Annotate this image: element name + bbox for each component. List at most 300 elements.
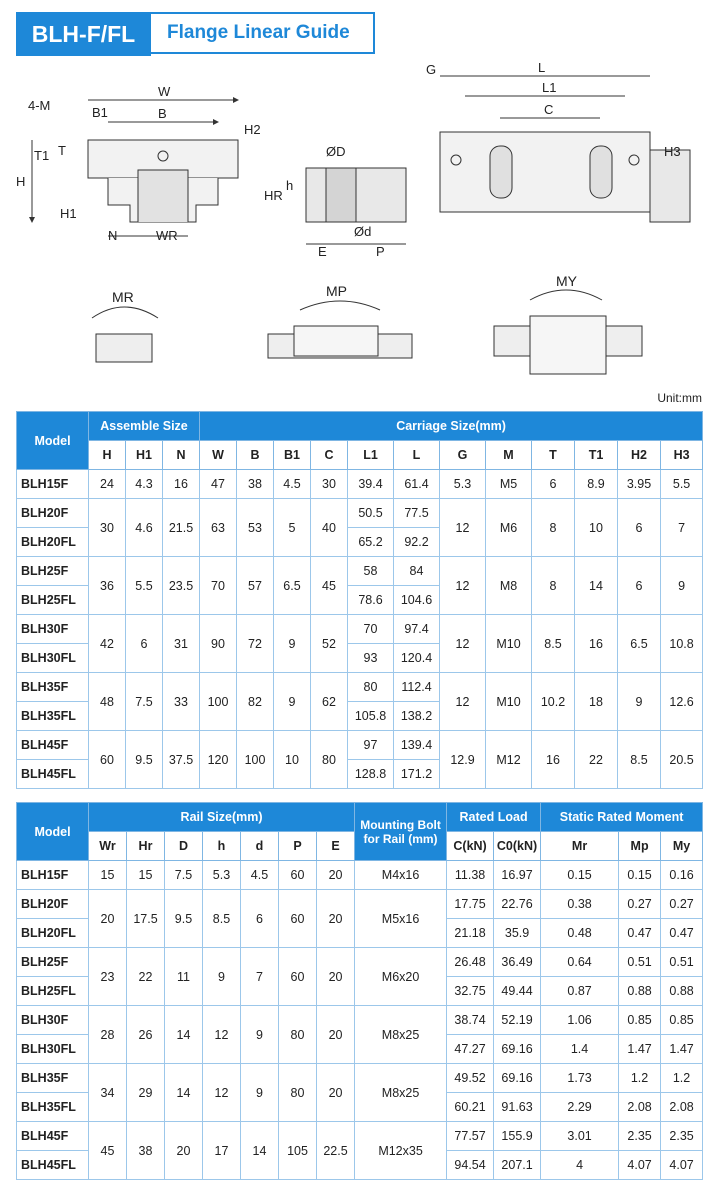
col-b: B xyxy=(237,441,274,470)
table-row xyxy=(17,861,703,890)
label-l1: L1 xyxy=(542,80,557,95)
cell-d: 20 xyxy=(165,1122,203,1180)
rail-load-table xyxy=(16,802,703,1180)
model-cell: BLH35F xyxy=(17,673,89,702)
col-d: d xyxy=(241,832,279,861)
model-cell: BLH35FL xyxy=(17,702,89,731)
cell-h: 5.3 xyxy=(203,861,241,890)
cell-t: 8.5 xyxy=(532,615,575,673)
cell-h1: 7.5 xyxy=(126,673,163,731)
cell-c: 62 xyxy=(311,673,348,731)
cell-c: 60.21 xyxy=(447,1093,494,1122)
cell-d: 6 xyxy=(241,890,279,948)
cell-c: 94.54 xyxy=(447,1151,494,1180)
cell-m: M10 xyxy=(486,615,532,673)
group-assemble-size: Assemble Size xyxy=(89,412,200,441)
col-t1: T1 xyxy=(575,441,618,470)
col-h1: H1 xyxy=(126,441,163,470)
cell-hr: 17.5 xyxy=(127,890,165,948)
cell-m: M8 xyxy=(486,557,532,615)
cell-my: 2.08 xyxy=(661,1093,703,1122)
cell-n: 16 xyxy=(163,470,200,499)
col-h: h xyxy=(203,832,241,861)
cell-b: 72 xyxy=(237,615,274,673)
cell-wr: 23 xyxy=(89,948,127,1006)
cell-g: 12 xyxy=(440,615,486,673)
cell-e: 20 xyxy=(317,948,355,1006)
cell-c: 17.75 xyxy=(447,890,494,919)
col-model: Model xyxy=(17,412,89,470)
cell-c: 40 xyxy=(311,499,348,557)
cell-mp: 0.27 xyxy=(619,890,661,919)
cell-c0: 35.9 xyxy=(494,919,541,948)
cell-h3: 20.5 xyxy=(661,731,703,789)
cell-h2: 8.5 xyxy=(618,731,661,789)
cell-n: 23.5 xyxy=(163,557,200,615)
cell-p: 80 xyxy=(279,1006,317,1064)
cell-mp: 0.47 xyxy=(619,919,661,948)
cell-l1: 97 xyxy=(348,731,394,760)
cell-mr: 4 xyxy=(541,1151,619,1180)
cell-mr: 3.01 xyxy=(541,1122,619,1151)
model-cell: BLH45FL xyxy=(17,760,89,789)
group-static-moment: Static Rated Moment xyxy=(541,803,703,832)
cell-l1: 80 xyxy=(348,673,394,702)
cell-t1: 10 xyxy=(575,499,618,557)
cell-c: 77.57 xyxy=(447,1122,494,1151)
cell-l: 104.6 xyxy=(394,586,440,615)
model-cell: BLH30F xyxy=(17,615,89,644)
cell-l1: 50.5 xyxy=(348,499,394,528)
col-e: E xyxy=(317,832,355,861)
cell-e: 20 xyxy=(317,1064,355,1122)
model-cell: BLH25FL xyxy=(17,586,89,615)
model-cell: BLH30FL xyxy=(17,644,89,673)
cell-bolt: M8x25 xyxy=(355,1064,447,1122)
cell-hr: 26 xyxy=(127,1006,165,1064)
cell-c: 49.52 xyxy=(447,1064,494,1093)
cell-mp: 1.2 xyxy=(619,1064,661,1093)
cell-mr: 0.87 xyxy=(541,977,619,1006)
cell-e: 20 xyxy=(317,1006,355,1064)
model-cell: BLH25F xyxy=(17,557,89,586)
cell-h2: 6.5 xyxy=(618,615,661,673)
label-b1: B1 xyxy=(92,105,108,120)
model-cell: BLH30FL xyxy=(17,1035,89,1064)
cell-n: 21.5 xyxy=(163,499,200,557)
cell-e: 20 xyxy=(317,890,355,948)
cell-h: 9 xyxy=(203,948,241,1006)
cell-c: 32.75 xyxy=(447,977,494,1006)
cell-h: 48 xyxy=(89,673,126,731)
label-hr: HR xyxy=(264,188,283,203)
cell-h: 12 xyxy=(203,1064,241,1122)
cell-w: 120 xyxy=(200,731,237,789)
table-row xyxy=(17,673,703,702)
cell-m: M10 xyxy=(486,673,532,731)
model-cell: BLH45F xyxy=(17,731,89,760)
col-c0kn: C0(kN) xyxy=(494,832,541,861)
label-b: B xyxy=(158,106,167,121)
group-rated-load: Rated Load xyxy=(447,803,541,832)
cell-c: 80 xyxy=(311,731,348,789)
label-mp: MP xyxy=(326,283,347,299)
cell-mr: 1.73 xyxy=(541,1064,619,1093)
cell-l: 84 xyxy=(394,557,440,586)
cell-b: 100 xyxy=(237,731,274,789)
cell-n: 37.5 xyxy=(163,731,200,789)
cell-mr: 2.29 xyxy=(541,1093,619,1122)
cell-l1: 93 xyxy=(348,644,394,673)
cell-h: 17 xyxy=(203,1122,241,1180)
cell-h1: 4.6 xyxy=(126,499,163,557)
cell-b: 38 xyxy=(237,470,274,499)
cell-w: 90 xyxy=(200,615,237,673)
cell-m: M12 xyxy=(486,731,532,789)
table-row xyxy=(17,1122,703,1151)
cell-h: 12 xyxy=(203,1006,241,1064)
cell-p: 60 xyxy=(279,890,317,948)
label-t: T xyxy=(58,143,66,158)
cell-d: 7.5 xyxy=(165,861,203,890)
table-row xyxy=(17,470,703,499)
unit-label: Unit:mm xyxy=(657,391,702,405)
col-mounting-bolt: Mounting Bolt for Rail (mm) xyxy=(355,803,447,861)
cell-g: 12 xyxy=(440,557,486,615)
label-t1: T1 xyxy=(34,148,50,163)
cell-bolt: M6x20 xyxy=(355,948,447,1006)
cell-l1: 78.6 xyxy=(348,586,394,615)
col-l1: L1 xyxy=(348,441,394,470)
col-p: P xyxy=(279,832,317,861)
cell-wr: 28 xyxy=(89,1006,127,1064)
cell-mr: 0.64 xyxy=(541,948,619,977)
col-h3: H3 xyxy=(661,441,703,470)
cell-bolt: M5x16 xyxy=(355,890,447,948)
cell-m: M6 xyxy=(486,499,532,557)
model-cell: BLH35FL xyxy=(17,1093,89,1122)
cell-t: 8 xyxy=(532,499,575,557)
cell-d: 11 xyxy=(165,948,203,1006)
cell-my: 0.51 xyxy=(661,948,703,977)
cell-b1: 5 xyxy=(274,499,311,557)
cell-b: 82 xyxy=(237,673,274,731)
cell-mp: 0.85 xyxy=(619,1006,661,1035)
cell-l: 139.4 xyxy=(394,731,440,760)
label-p: P xyxy=(376,244,385,259)
col-l: L xyxy=(394,441,440,470)
cell-l1: 58 xyxy=(348,557,394,586)
cell-h3: 7 xyxy=(661,499,703,557)
cell-hr: 15 xyxy=(127,861,165,890)
cell-d: 7 xyxy=(241,948,279,1006)
cell-c: 21.18 xyxy=(447,919,494,948)
label-w: W xyxy=(158,84,171,99)
cell-c: 26.48 xyxy=(447,948,494,977)
cell-l: 112.4 xyxy=(394,673,440,702)
cell-t: 6 xyxy=(532,470,575,499)
cell-t: 10.2 xyxy=(532,673,575,731)
page-title: Flange Linear Guide xyxy=(151,12,375,54)
label-h2: H2 xyxy=(244,122,261,137)
cell-h2: 6 xyxy=(618,499,661,557)
moment-mp-drawing xyxy=(268,301,412,358)
cell-d: 9 xyxy=(241,1006,279,1064)
cell-my: 0.47 xyxy=(661,919,703,948)
cell-b1: 6.5 xyxy=(274,557,311,615)
cell-mp: 2.35 xyxy=(619,1122,661,1151)
cell-mr: 0.48 xyxy=(541,919,619,948)
col-h: H xyxy=(89,441,126,470)
model-cell: BLH30F xyxy=(17,1006,89,1035)
cell-h2: 3.95 xyxy=(618,470,661,499)
table-row xyxy=(17,615,703,644)
col-mr: Mr xyxy=(541,832,619,861)
cell-h1: 6 xyxy=(126,615,163,673)
cell-c: 52 xyxy=(311,615,348,673)
label-l: L xyxy=(538,60,546,75)
model-cell: BLH45FL xyxy=(17,1151,89,1180)
cell-h: 24 xyxy=(89,470,126,499)
label-d-big: ØD xyxy=(326,144,346,159)
cell-w: 47 xyxy=(200,470,237,499)
cell-e: 22.5 xyxy=(317,1122,355,1180)
cell-l: 138.2 xyxy=(394,702,440,731)
cell-my: 0.85 xyxy=(661,1006,703,1035)
cell-c0: 91.63 xyxy=(494,1093,541,1122)
cell-c0: 207.1 xyxy=(494,1151,541,1180)
cell-p: 105 xyxy=(279,1122,317,1180)
label-h: H xyxy=(16,174,26,189)
table-row xyxy=(17,1064,703,1093)
col-d: D xyxy=(165,832,203,861)
cell-t: 16 xyxy=(532,731,575,789)
col-c: C xyxy=(311,441,348,470)
cell-n: 33 xyxy=(163,673,200,731)
cell-h1: 9.5 xyxy=(126,731,163,789)
table-row xyxy=(17,948,703,977)
series-badge: BLH-F/FL xyxy=(16,12,151,56)
cell-hr: 22 xyxy=(127,948,165,1006)
cell-l1: 105.8 xyxy=(348,702,394,731)
cell-w: 70 xyxy=(200,557,237,615)
cell-e: 20 xyxy=(317,861,355,890)
col-g: G xyxy=(440,441,486,470)
cell-l: 92.2 xyxy=(394,528,440,557)
cell-t1: 8.9 xyxy=(575,470,618,499)
cell-mr: 1.06 xyxy=(541,1006,619,1035)
cell-c: 45 xyxy=(311,557,348,615)
table-row xyxy=(17,499,703,528)
cell-mp: 0.88 xyxy=(619,977,661,1006)
cell-m: M5 xyxy=(486,470,532,499)
table-row xyxy=(17,731,703,760)
cell-t1: 18 xyxy=(575,673,618,731)
cell-c: 11.38 xyxy=(447,861,494,890)
cell-l1: 39.4 xyxy=(348,470,394,499)
cell-hr: 29 xyxy=(127,1064,165,1122)
cell-g: 5.3 xyxy=(440,470,486,499)
col-ckn: C(kN) xyxy=(447,832,494,861)
label-4m: 4-M xyxy=(28,98,51,113)
cell-c: 38.74 xyxy=(447,1006,494,1035)
cell-my: 0.27 xyxy=(661,890,703,919)
label-c: C xyxy=(544,102,554,117)
cell-l: 97.4 xyxy=(394,615,440,644)
label-mr: MR xyxy=(112,289,134,305)
col-mp: Mp xyxy=(619,832,661,861)
model-cell: BLH20FL xyxy=(17,528,89,557)
cell-h2: 6 xyxy=(618,557,661,615)
moment-mr-drawing xyxy=(92,307,158,362)
cell-my: 4.07 xyxy=(661,1151,703,1180)
table-row xyxy=(17,890,703,919)
cell-h: 8.5 xyxy=(203,890,241,948)
technical-drawings xyxy=(0,0,718,390)
cell-my: 1.47 xyxy=(661,1035,703,1064)
cell-c0: 69.16 xyxy=(494,1064,541,1093)
cell-l: 120.4 xyxy=(394,644,440,673)
col-m: M xyxy=(486,441,532,470)
cell-h1: 5.5 xyxy=(126,557,163,615)
cell-wr: 15 xyxy=(89,861,127,890)
cell-l1: 128.8 xyxy=(348,760,394,789)
cell-l1: 70 xyxy=(348,615,394,644)
label-h1: H1 xyxy=(60,206,77,221)
cell-my: 1.2 xyxy=(661,1064,703,1093)
cell-g: 12.9 xyxy=(440,731,486,789)
cell-b1: 9 xyxy=(274,615,311,673)
cell-w: 100 xyxy=(200,673,237,731)
table-row xyxy=(17,1006,703,1035)
cell-d: 4.5 xyxy=(241,861,279,890)
cell-c0: 49.44 xyxy=(494,977,541,1006)
cell-t1: 14 xyxy=(575,557,618,615)
col-wr: Wr xyxy=(89,832,127,861)
cell-c0: 16.97 xyxy=(494,861,541,890)
side-view-drawing xyxy=(440,76,690,222)
carriage-size-table xyxy=(16,411,703,789)
cell-h: 36 xyxy=(89,557,126,615)
cell-wr: 45 xyxy=(89,1122,127,1180)
table-row xyxy=(17,557,703,586)
model-cell: BLH15F xyxy=(17,861,89,890)
model-cell: BLH20F xyxy=(17,499,89,528)
cell-h3: 9 xyxy=(661,557,703,615)
cell-d: 14 xyxy=(165,1064,203,1122)
label-my: MY xyxy=(556,273,577,289)
cell-d: 14 xyxy=(241,1122,279,1180)
cell-wr: 34 xyxy=(89,1064,127,1122)
group-carriage-size: Carriage Size(mm) xyxy=(200,412,703,441)
model-cell: BLH45F xyxy=(17,1122,89,1151)
col-h2: H2 xyxy=(618,441,661,470)
group-rail-size: Rail Size(mm) xyxy=(89,803,355,832)
cell-mp: 2.08 xyxy=(619,1093,661,1122)
cell-bolt: M4x16 xyxy=(355,861,447,890)
col-my: My xyxy=(661,832,703,861)
cell-c0: 22.76 xyxy=(494,890,541,919)
moment-my-drawing xyxy=(494,290,642,374)
cell-mr: 0.38 xyxy=(541,890,619,919)
cell-h: 60 xyxy=(89,731,126,789)
cell-mr: 0.15 xyxy=(541,861,619,890)
cell-hr: 38 xyxy=(127,1122,165,1180)
col-hr: Hr xyxy=(127,832,165,861)
cell-mp: 1.47 xyxy=(619,1035,661,1064)
cell-l1: 65.2 xyxy=(348,528,394,557)
label-h3: H3 xyxy=(664,144,681,159)
cell-h: 30 xyxy=(89,499,126,557)
cell-mp: 0.51 xyxy=(619,948,661,977)
cell-g: 12 xyxy=(440,673,486,731)
cell-p: 60 xyxy=(279,948,317,1006)
model-cell: BLH20F xyxy=(17,890,89,919)
cell-h3: 12.6 xyxy=(661,673,703,731)
cell-t: 8 xyxy=(532,557,575,615)
cell-n: 31 xyxy=(163,615,200,673)
model-cell: BLH25FL xyxy=(17,977,89,1006)
cell-my: 2.35 xyxy=(661,1122,703,1151)
cell-b: 53 xyxy=(237,499,274,557)
cell-l: 77.5 xyxy=(394,499,440,528)
label-n: N xyxy=(108,228,118,243)
cell-c: 47.27 xyxy=(447,1035,494,1064)
model-cell: BLH20FL xyxy=(17,919,89,948)
cell-p: 80 xyxy=(279,1064,317,1122)
cell-b1: 4.5 xyxy=(274,470,311,499)
cell-h: 42 xyxy=(89,615,126,673)
col-b1: B1 xyxy=(274,441,311,470)
label-g: G xyxy=(426,62,437,77)
cell-wr: 20 xyxy=(89,890,127,948)
cell-t1: 16 xyxy=(575,615,618,673)
col-t: T xyxy=(532,441,575,470)
cell-d: 9.5 xyxy=(165,890,203,948)
cell-my: 0.16 xyxy=(661,861,703,890)
label-e: E xyxy=(318,244,327,259)
cell-d: 9 xyxy=(241,1064,279,1122)
cell-bolt: M12x35 xyxy=(355,1122,447,1180)
cell-mr: 1.4 xyxy=(541,1035,619,1064)
label-wr: WR xyxy=(156,228,178,243)
cell-b: 57 xyxy=(237,557,274,615)
cell-c0: 36.49 xyxy=(494,948,541,977)
cell-c0: 52.19 xyxy=(494,1006,541,1035)
label-h-small: h xyxy=(286,178,294,193)
cell-h3: 10.8 xyxy=(661,615,703,673)
col-w: W xyxy=(200,441,237,470)
model-cell: BLH25F xyxy=(17,948,89,977)
cell-h3: 5.5 xyxy=(661,470,703,499)
cell-mp: 4.07 xyxy=(619,1151,661,1180)
cell-c0: 155.9 xyxy=(494,1122,541,1151)
cell-c0: 69.16 xyxy=(494,1035,541,1064)
cell-c: 30 xyxy=(311,470,348,499)
label-d-small: Ød xyxy=(354,224,372,239)
cell-w: 63 xyxy=(200,499,237,557)
cell-h1: 4.3 xyxy=(126,470,163,499)
cell-mp: 0.15 xyxy=(619,861,661,890)
col-model: Model xyxy=(17,803,89,861)
cell-bolt: M8x25 xyxy=(355,1006,447,1064)
cell-p: 60 xyxy=(279,861,317,890)
cell-l: 171.2 xyxy=(394,760,440,789)
cell-b1: 9 xyxy=(274,673,311,731)
cell-t1: 22 xyxy=(575,731,618,789)
col-n: N xyxy=(163,441,200,470)
cell-l: 61.4 xyxy=(394,470,440,499)
